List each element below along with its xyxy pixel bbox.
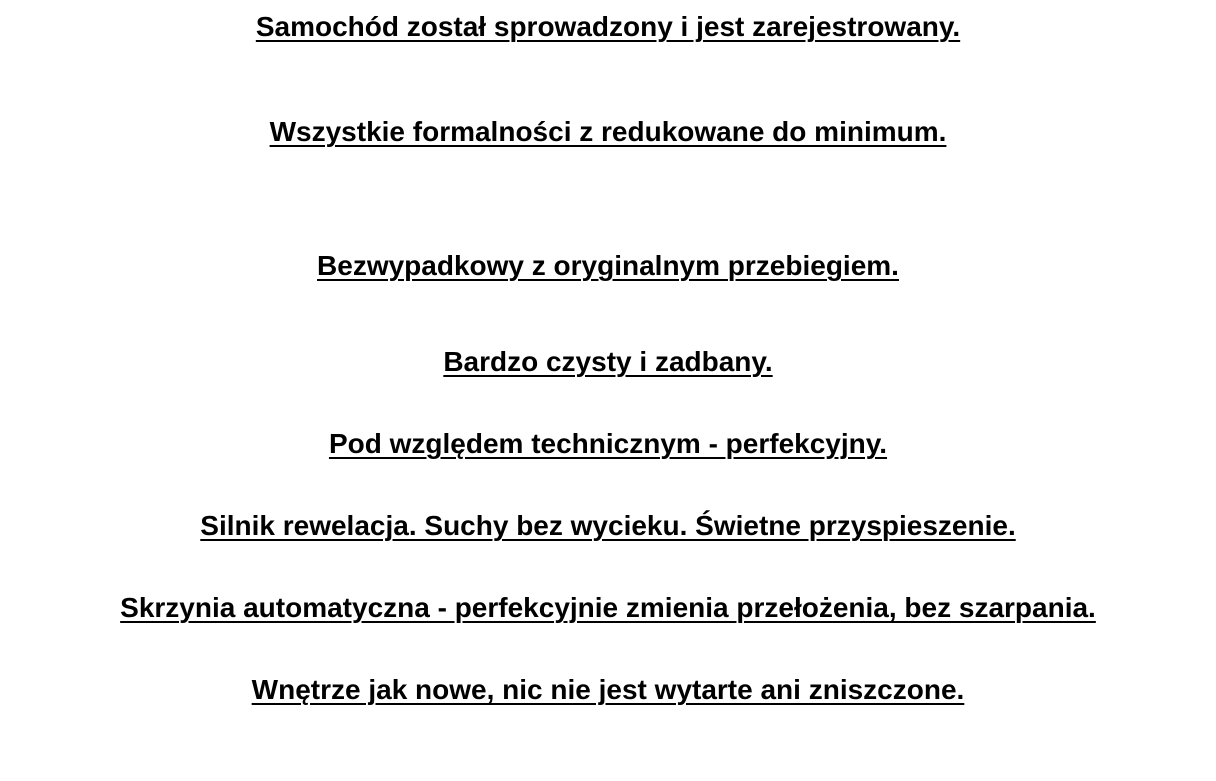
text-line-registration: Samochód został sprowadzony i jest zarejestrowany. <box>255 11 961 42</box>
text-line-gearbox: Skrzynia automatyczna - perfekcyjnie zmienia przełożenia, bez szarpania. <box>120 592 1096 623</box>
text-line-formalities: Wszystkie formalności z redukowane do minimum. <box>269 116 947 147</box>
text-line-clean: Bardzo czysty i zadbany. <box>443 346 773 377</box>
text-line-technical: Pod względem technicznym - perfekcyjny. <box>328 428 888 459</box>
text-line-interior: Wnętrze jak nowe, nic nie jest wytarte ani zniszczone. <box>251 674 965 705</box>
text-line-engine: Silnik rewelacja. Suchy bez wycieku. Świetne przyspieszenie. <box>200 510 1016 541</box>
text-line-accident-free: Bezwypadkowy z oryginalnym przebiegiem. <box>317 250 899 281</box>
